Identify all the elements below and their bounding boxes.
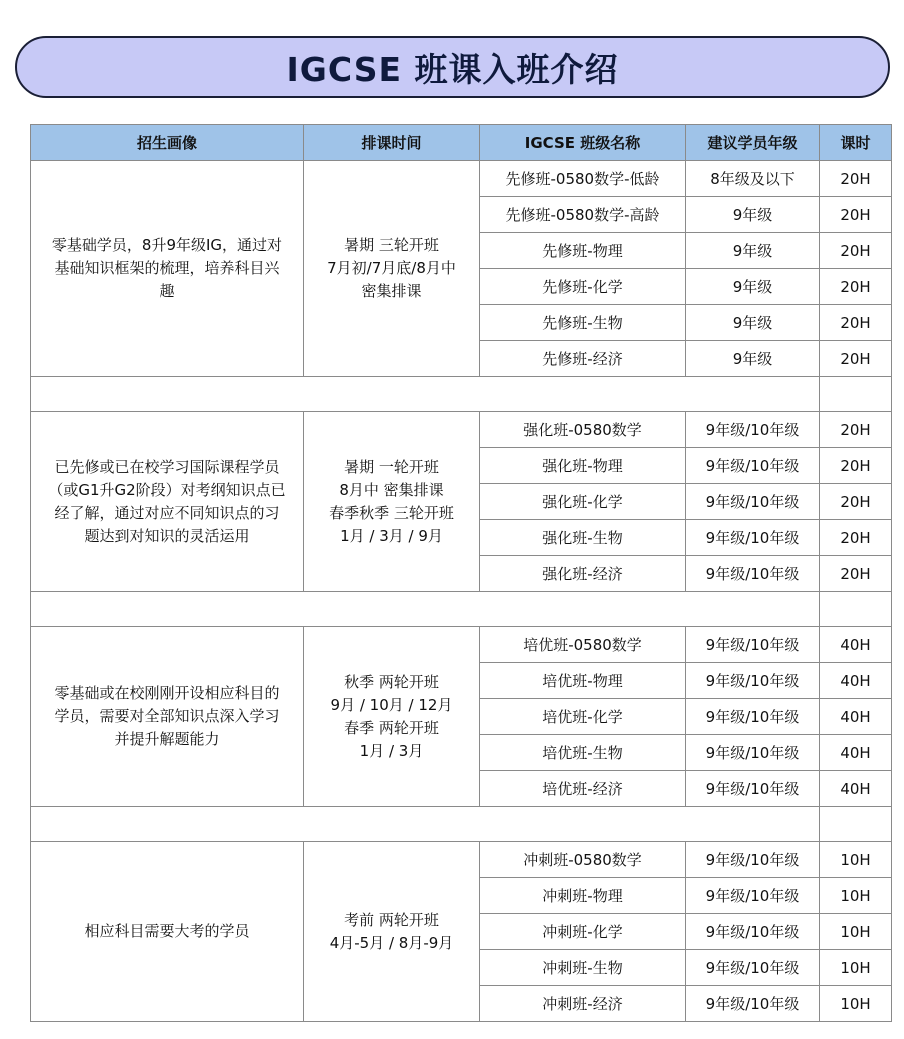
hours-cell: 40H <box>820 771 892 807</box>
spacer-cell <box>31 377 820 412</box>
grade-cell: 9年级/10年级 <box>686 878 820 914</box>
class-name-cell: 先修班-经济 <box>480 341 686 377</box>
spacer-cell <box>31 592 820 627</box>
class-name-cell: 培优班-化学 <box>480 699 686 735</box>
grade-cell: 8年级及以下 <box>686 161 820 197</box>
spacer-row <box>31 592 892 627</box>
class-name-cell: 培优班-经济 <box>480 771 686 807</box>
grade-cell: 9年级/10年级 <box>686 663 820 699</box>
schedule-cell <box>304 627 480 807</box>
spacer-cell <box>31 807 820 842</box>
header-profile: 招生画像 <box>31 125 304 161</box>
grade-cell: 9年级/10年级 <box>686 842 820 878</box>
grade-cell: 9年级/10年级 <box>686 484 820 520</box>
profile-text: 已先修或已在校学习国际课程学员 （或G1升G2阶段）对考纲知识点已 经了解，通过对应不同知识点的习 题达到对知识的灵活运用 <box>48 457 286 545</box>
profile-cell <box>31 627 304 807</box>
schedule-text: 暑期 一轮开班 8月中 密集排课 春季秋季 三轮开班 1月 / 3月 / 9月 <box>329 457 454 545</box>
hours-cell: 40H <box>820 663 892 699</box>
hours-cell: 20H <box>820 341 892 377</box>
header-schedule: 排课时间 <box>304 125 480 161</box>
hours-cell: 10H <box>820 914 892 950</box>
hours-cell: 20H <box>820 269 892 305</box>
grade-cell: 9年级/10年级 <box>686 735 820 771</box>
grade-cell: 9年级/10年级 <box>686 986 820 1022</box>
hours-cell: 20H <box>820 556 892 592</box>
grade-cell: 9年级/10年级 <box>686 556 820 592</box>
profile-cell <box>31 412 304 592</box>
class-name-cell: 培优班-生物 <box>480 735 686 771</box>
grade-cell: 9年级/10年级 <box>686 520 820 556</box>
hours-cell: 20H <box>820 197 892 233</box>
hours-cell: 20H <box>820 412 892 448</box>
header-class-name: IGCSE 班级名称 <box>480 125 686 161</box>
hours-cell: 10H <box>820 986 892 1022</box>
class-name-cell: 强化班-0580数学 <box>480 412 686 448</box>
spacer-cell <box>820 377 892 412</box>
class-name-cell: 培优班-物理 <box>480 663 686 699</box>
class-name-cell: 冲刺班-化学 <box>480 914 686 950</box>
table-row <box>31 627 892 663</box>
class-name-cell: 先修班-物理 <box>480 233 686 269</box>
class-name-cell: 培优班-0580数学 <box>480 627 686 663</box>
hours-cell: 20H <box>820 520 892 556</box>
profile-cell <box>31 161 304 377</box>
hours-cell: 10H <box>820 878 892 914</box>
grade-cell: 9年级/10年级 <box>686 627 820 663</box>
grade-cell: 9年级 <box>686 305 820 341</box>
table-body <box>31 161 892 1022</box>
hours-cell: 40H <box>820 627 892 663</box>
grade-cell: 9年级/10年级 <box>686 699 820 735</box>
profile-text: 零基础或在校刚刚开设相应科目的 学员，需要对全部知识点深入学习 并提升解题能力 <box>54 684 280 748</box>
spacer-row <box>31 377 892 412</box>
class-name-cell: 冲刺班-经济 <box>480 986 686 1022</box>
table-row <box>31 842 892 878</box>
class-name-cell: 冲刺班-物理 <box>480 878 686 914</box>
grade-cell: 9年级 <box>686 233 820 269</box>
schedule-cell <box>304 161 480 377</box>
hours-cell: 20H <box>820 161 892 197</box>
class-name-cell: 强化班-生物 <box>480 520 686 556</box>
header-grade: 建议学员年级 <box>686 125 820 161</box>
table-row <box>31 161 892 197</box>
schedule-text: 暑期 三轮开班 7月初/7月底/8月中 密集排课 <box>327 236 456 300</box>
profile-cell <box>31 842 304 1022</box>
profile-text: 零基础学员，8升9年级IG，通过对 基础知识框架的梳理，培养科目兴 趣 <box>51 236 283 300</box>
spacer-cell <box>820 592 892 627</box>
grade-cell: 9年级 <box>686 197 820 233</box>
grade-cell: 9年级/10年级 <box>686 950 820 986</box>
class-name-cell: 先修班-生物 <box>480 305 686 341</box>
class-name-cell: 先修班-化学 <box>480 269 686 305</box>
hours-cell: 20H <box>820 233 892 269</box>
hours-cell: 10H <box>820 842 892 878</box>
class-name-cell: 先修班-0580数学-低龄 <box>480 161 686 197</box>
class-name-cell: 冲刺班-生物 <box>480 950 686 986</box>
grade-cell: 9年级 <box>686 269 820 305</box>
class-name-cell: 强化班-化学 <box>480 484 686 520</box>
schedule-cell <box>304 412 480 592</box>
grade-cell: 9年级/10年级 <box>686 448 820 484</box>
grade-cell: 9年级/10年级 <box>686 412 820 448</box>
schedule-text: 秋季 两轮开班 9月 / 10月 / 12月 春季 两轮开班 1月 / 3月 <box>330 672 453 760</box>
class-name-cell: 强化班-经济 <box>480 556 686 592</box>
spacer-cell <box>820 807 892 842</box>
class-name-cell: 先修班-0580数学-高龄 <box>480 197 686 233</box>
table-row <box>31 412 892 448</box>
header-hours: 课时 <box>820 125 892 161</box>
class-name-cell: 冲刺班-0580数学 <box>480 842 686 878</box>
grade-cell: 9年级/10年级 <box>686 914 820 950</box>
grade-cell: 9年级/10年级 <box>686 771 820 807</box>
profile-text: 相应科目需要大考的学员 <box>84 922 250 940</box>
course-table <box>30 124 892 1022</box>
hours-cell: 20H <box>820 448 892 484</box>
page-title: IGCSE 班课入班介绍 <box>286 49 619 89</box>
hours-cell: 40H <box>820 735 892 771</box>
class-name-cell: 强化班-物理 <box>480 448 686 484</box>
schedule-cell <box>304 842 480 1022</box>
hours-cell: 20H <box>820 484 892 520</box>
hours-cell: 20H <box>820 305 892 341</box>
hours-cell: 40H <box>820 699 892 735</box>
spacer-row <box>31 807 892 842</box>
title-banner <box>15 36 890 98</box>
grade-cell: 9年级 <box>686 341 820 377</box>
hours-cell: 10H <box>820 950 892 986</box>
schedule-text: 考前 两轮开班 4月-5月 / 8月-9月 <box>329 910 454 952</box>
table-header-row <box>31 125 892 161</box>
